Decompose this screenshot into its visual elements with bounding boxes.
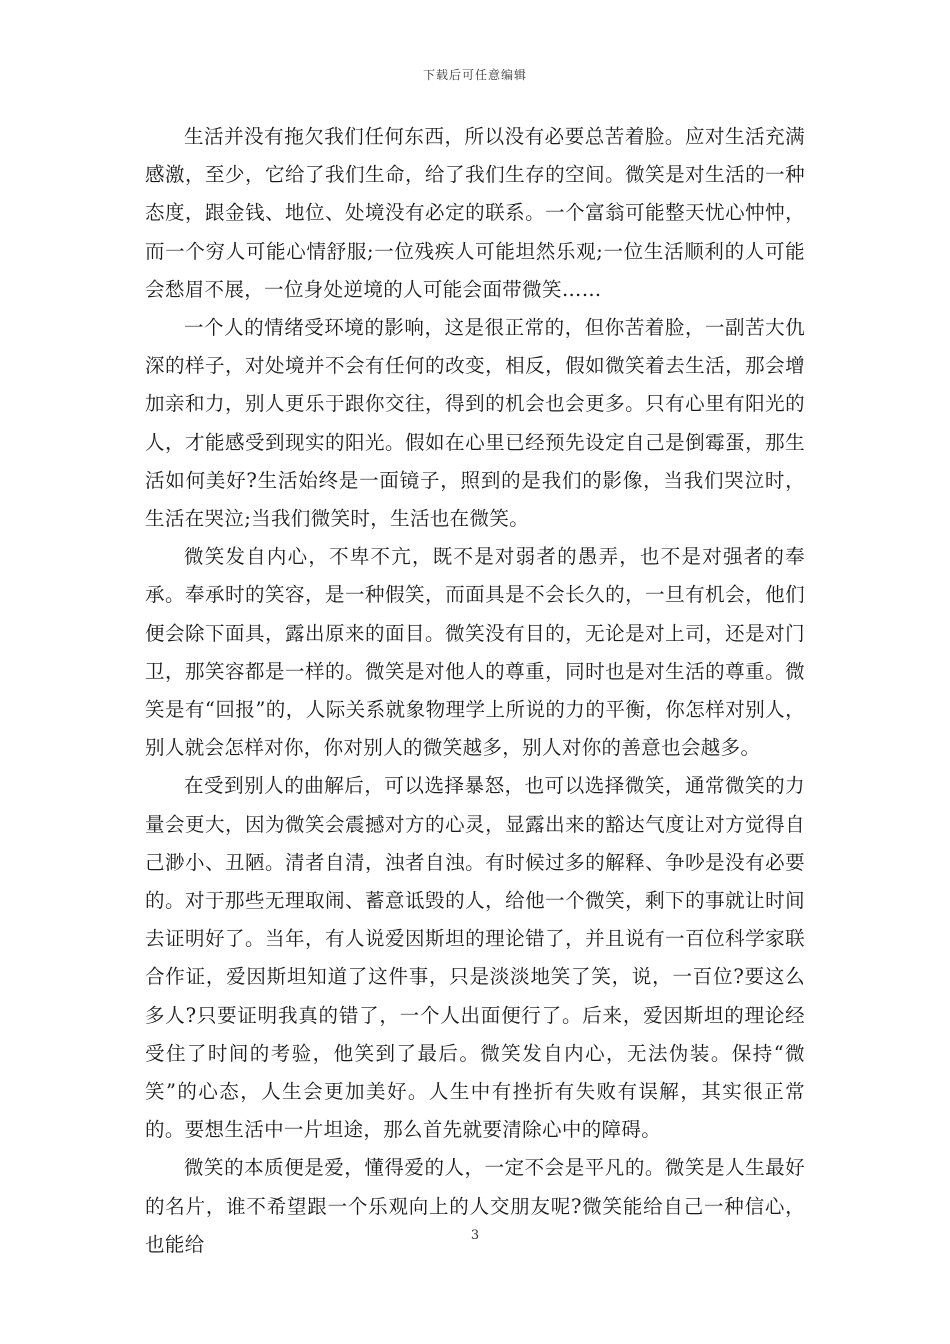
- paragraph-2: 一个人的情绪受环境的影响，这是很正常的，但你苦着脸，一副苦大仇深的样子，对处境并不会有任何的改变，相反，假如微笑着去生活，那会增加亲和力，别人更乐于跟你交往，得到的机会也会更多。只有心里有阳光的人，才能感受到现实的阳光。假如在心里已经预先设定自己是倒霉蛋，那生活如何美好?生活始终是一面镜子，照到的是我们的影像，当我们哭泣时，生活在哭泣;当我们微笑时，生活也在微笑。: [145, 316, 805, 531]
- paragraph-4: 在受到别人的曲解后，可以选择暴怒，也可以选择微笑，通常微笑的力量会更大，因为微笑会震撼对方的心灵，显露出来的豁达气度让对方觉得自己渺小、丑陋。清者自清，浊者自浊。有时候过多的解释、争吵是没有必要的。对于那些无理取闹、蓄意诋毁的人，给他一个微笑，剩下的事就让时间去证明好了。当年，有人说爱因斯坦的理论错了，并且说有一百位科学家联合作证，爱因斯坦知道了这件事，只是淡淡地笑了笑，说，一百位?要这么多人?只要证明我真的错了，一个人出面便行了。后来，爱因斯坦的理论经受住了时间的考验，他笑到了最后。微笑发自内心，无法伪装。保持“微笑”的心态，人生会更加美好。人生中有挫折有失败有误解，其实很正常的。要想生活中一片坦途，那么首先就要清除心中的障碍。: [145, 774, 805, 1142]
- page-header: 下载后可任意编辑: [422, 68, 527, 82]
- page-number: 3: [470, 1228, 480, 1243]
- paragraph-5: 微笑的本质便是爱，懂得爱的人，一定不会是平凡的。微笑是人生最好的名片，谁不希望跟一个乐观向上的人交朋友呢?微笑能给自己一种信心，也能给: [145, 1156, 805, 1256]
- paragraph-1: 生活并没有拖欠我们任何东西，所以没有必要总苦着脸。应对生活充满感激，至少，它给了我们生命，给了我们生存的空间。微笑是对生活的一种态度，跟金钱、地位、处境没有必定的联系。一个富翁可能整天忧心忡忡，而一个穷人可能心情舒服;一位残疾人可能坦然乐观;一位生活顺利的人可能会愁眉不展，一位身处逆境的人可能会面带微笑……: [145, 125, 805, 301]
- paragraph-3: 微笑发自内心，不卑不亢，既不是对弱者的愚弄，也不是对强者的奉承。奉承时的笑容，是一种假笑，而面具是不会长久的，一旦有机会，他们便会除下面具，露出原来的面目。微笑没有目的，无论是对上司，还是对门卫，那笑容都是一样的。微笑是对他人的尊重，同时也是对生活的尊重。微笑是有“回报”的，人际关系就象物理学上所说的力的平衡，你怎样对别人，别人就会怎样对你，你对别人的微笑越多，别人对你的善意也会越多。: [145, 545, 805, 760]
- document-body: [145, 118, 805, 1264]
